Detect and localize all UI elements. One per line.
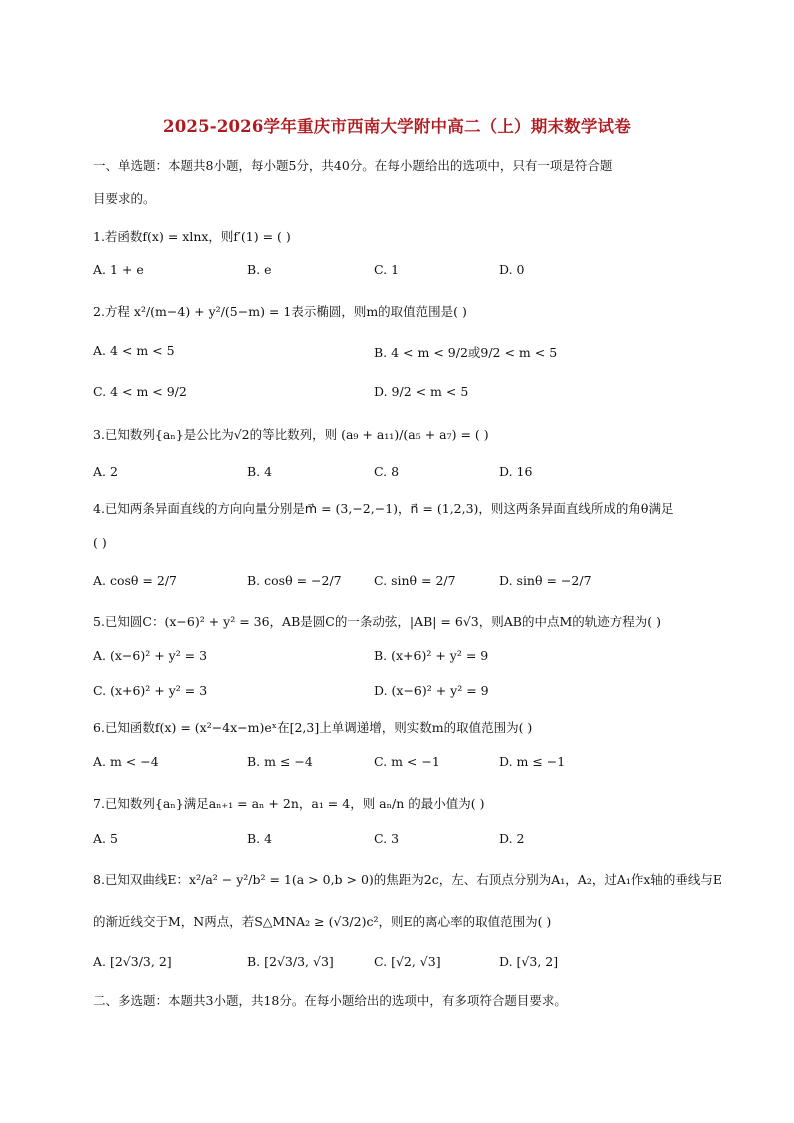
question-2-option-b: B. 4 < m < 9/2或9/2 < m < 5: [374, 345, 558, 360]
question-5-option-d: D. (x−6)² + y² = 9: [374, 683, 489, 698]
question-7-option-a: A. 5: [93, 831, 118, 846]
question-3-option-c: C. 8: [374, 464, 400, 479]
question-3-option-d: D. 16: [499, 464, 533, 479]
exam-title: 2025-2026学年重庆市西南大学附中高二（上）期末数学试卷: [163, 117, 631, 136]
question-3-option-a: A. 2: [93, 464, 118, 479]
question-1-option-d: D. 0: [499, 262, 525, 277]
question-4-stem-cont: ( ): [93, 535, 107, 550]
question-2-option-d: D. 9/2 < m < 5: [374, 384, 469, 399]
question-7-option-d: D. 2: [499, 831, 525, 846]
question-3-stem: 3.已知数列{aₙ}是公比为√2的等比数列，则 (a₉ + a₁₁)/(a₅ + a₇) = ( ): [93, 427, 489, 442]
section2-instruction: 二、多选题：本题共3小题，共18分。在每小题给出的选项中，有多项符合题目要求。: [93, 993, 567, 1008]
question-1-option-c: C. 1: [374, 262, 400, 277]
question-6-option-d: D. m ≤ −1: [499, 754, 566, 769]
question-1-option-a: A. 1 + e: [93, 262, 144, 277]
question-5-option-b: B. (x+6)² + y² = 9: [374, 648, 489, 663]
question-4-option-a: A. cosθ = 2/7: [93, 573, 177, 588]
question-5-option-c: C. (x+6)² + y² = 3: [93, 683, 208, 698]
question-8-option-a: A. [2√3/3, 2]: [93, 954, 172, 969]
question-7-stem: 7.已知数列{aₙ}满足aₙ₊₁ = aₙ + 2n，a₁ = 4，则 aₙ/n 的最小值为( ): [93, 796, 485, 811]
section1-instruction-cont: 目要求的。: [93, 191, 156, 206]
question-6-option-c: C. m < −1: [374, 754, 440, 769]
question-6-option-b: B. m ≤ −4: [247, 754, 313, 769]
question-5-stem: 5.已知圆C：(x−6)² + y² = 36，AB是圆C的一条动弦，|AB| = 6√3，则AB的中点M的轨迹方程为( ): [93, 614, 661, 629]
question-4-option-b: B. cosθ = −2/7: [247, 573, 342, 588]
question-3-option-b: B. 4: [247, 464, 273, 479]
question-8-option-b: B. [2√3/3, √3]: [247, 954, 334, 969]
question-8-option-c: C. [√2, √3]: [374, 954, 441, 969]
question-5-option-a: A. (x−6)² + y² = 3: [93, 648, 208, 663]
question-6-option-a: A. m < −4: [93, 754, 159, 769]
question-4-option-d: D. sinθ = −2/7: [499, 573, 592, 588]
question-6-stem: 6.已知函数f(x) = (x²−4x−m)eˣ在[2,3]上单调递增，则实数m的取值范围为( ): [93, 720, 533, 735]
question-4-stem: 4.已知两条异面直线的方向向量分别是m⃗ = (3,−2,−1)，n⃗ = (1,2,3)，则这两条异面直线所成的角θ满足: [93, 501, 674, 516]
question-7-option-b: B. 4: [247, 831, 273, 846]
question-2-option-c: C. 4 < m < 9/2: [93, 384, 187, 399]
question-1-option-b: B. e: [247, 262, 272, 277]
question-7-option-c: C. 3: [374, 831, 400, 846]
question-4-option-c: C. sinθ = 2/7: [374, 573, 456, 588]
question-1-stem: 1.若函数f(x) = xlnx，则f′(1) = ( ): [93, 229, 291, 244]
question-2-option-a: A. 4 < m < 5: [93, 343, 175, 358]
question-8-stem: 8.已知双曲线E：x²/a² − y²/b² = 1(a > 0,b > 0)的焦距为2c，左、右顶点分别为A₁，A₂，过A₁作x轴的垂线与E: [93, 872, 723, 887]
question-2-stem: 2.方程 x²/(m−4) + y²/(5−m) = 1表示椭圆，则m的取值范围是( ): [93, 304, 467, 319]
question-8-stem-cont: 的渐近线交于M，N两点，若S△MNA₂ ≥ (√3/2)c²，则E的离心率的取值范围为( ): [93, 914, 552, 929]
section1-instruction: 一、单选题：本题共8小题，每小题5分，共40分。在每小题给出的选项中，只有一项是符合题: [93, 158, 613, 173]
question-8-option-d: D. [√3, 2]: [499, 954, 559, 969]
